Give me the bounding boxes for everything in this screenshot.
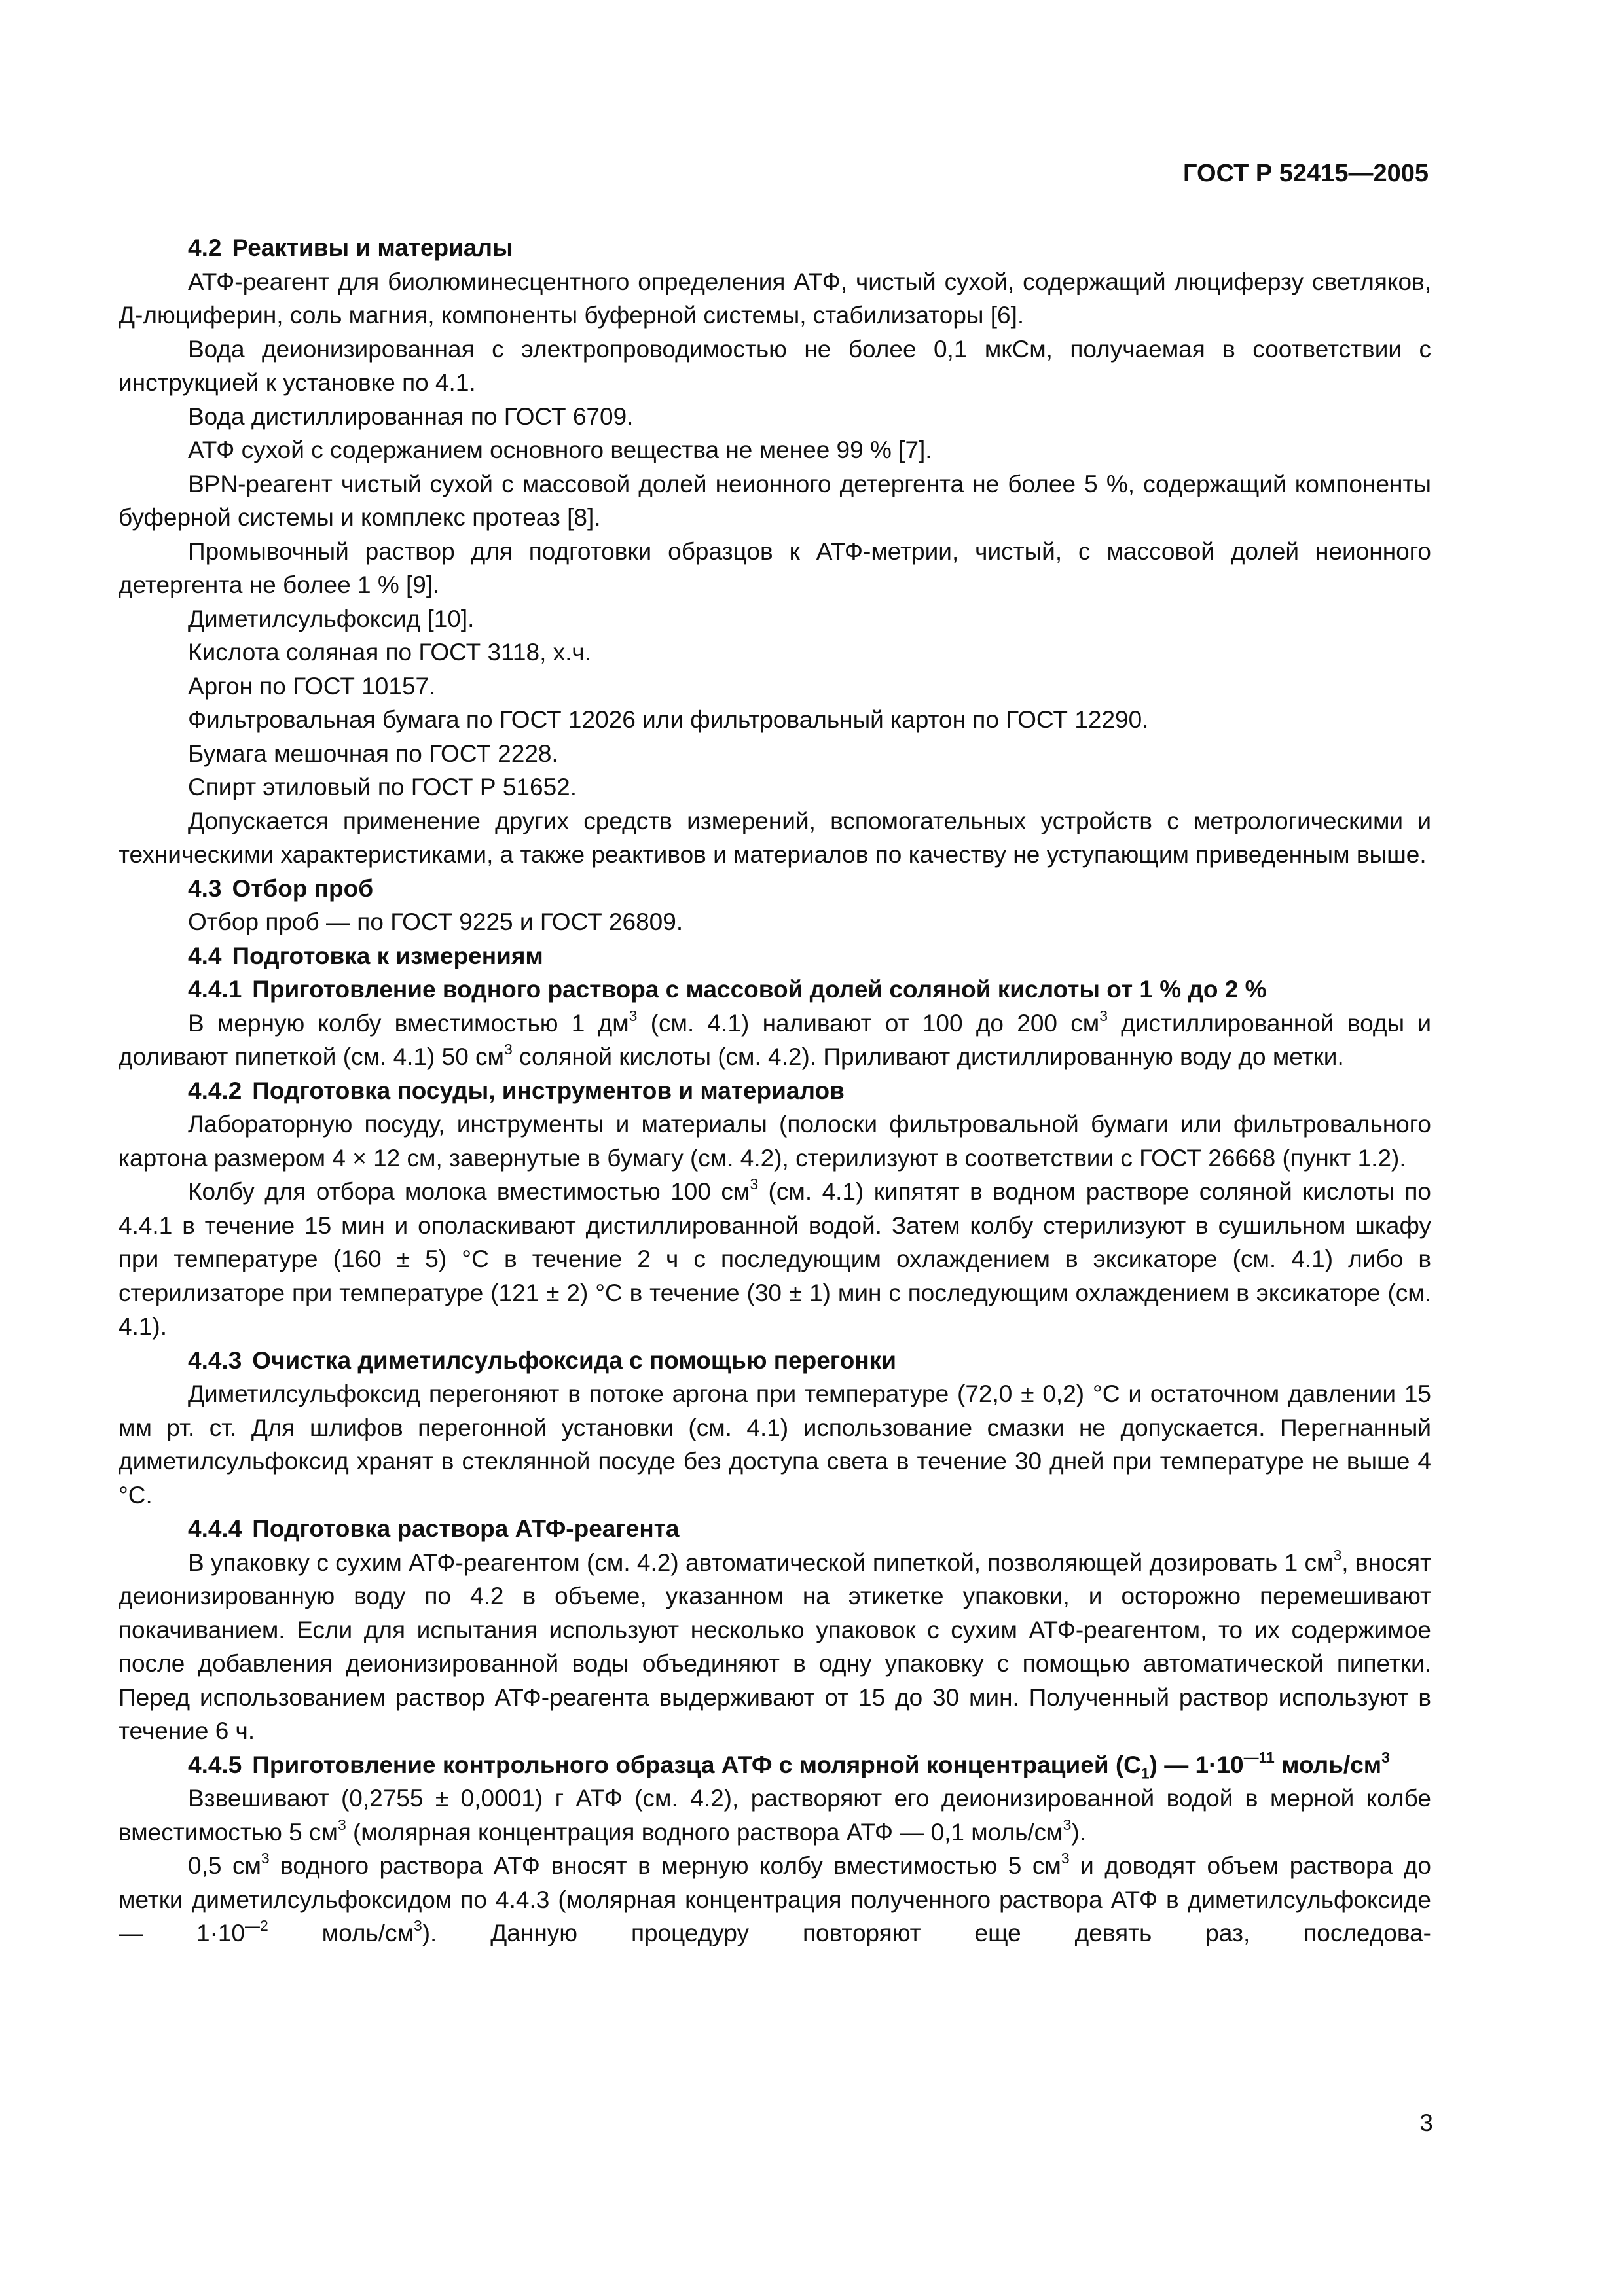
text-run: моль/см [268, 1920, 414, 1946]
section-number: 4.4.4 [188, 1515, 242, 1542]
section-title: Подготовка посуды, инструментов и материалов [252, 1077, 845, 1104]
superscript: 3 [1063, 1816, 1072, 1833]
superscript: 3 [1381, 1748, 1390, 1766]
section-title: ) — 1·10 [1149, 1751, 1244, 1778]
section-number: 4.2 [188, 234, 222, 261]
paragraph: Лабораторную посуду, инструменты и материалы (полоски фильтровальной бумаги или фильтровального картона размером 4 × 12 см, завернутые в бумагу (см. 4.2), стерилизуют в соответствии с ГОСТ 26668 (пункт 1.2). [119, 1111, 1431, 1172]
document-header: ГОСТ Р 52415—2005 [1183, 160, 1429, 187]
subscript: 1 [1140, 1764, 1150, 1782]
section-title: Приготовление водного раствора с массовой долей соляной кислоты от 1 % до 2 % [252, 976, 1267, 1003]
paragraph: АТФ сухой с содержанием основного вещества не менее 99 % [7]. [188, 437, 932, 463]
text-run: 0,5 см [188, 1852, 261, 1879]
section-title: Подготовка раствора АТФ-реагента [252, 1515, 680, 1542]
section-number: 4.4.3 [188, 1346, 242, 1374]
paragraph [119, 1007, 1431, 1074]
section-number: 4.4.1 [188, 976, 242, 1003]
paragraph: Вода деионизированная с электропроводимостью не более 0,1 мкСм, получаемая в соответствии с инструкцией к установке по 4.1. [119, 335, 1431, 396]
paragraph [119, 1849, 1431, 1950]
superscript: 3 [337, 1816, 346, 1833]
superscript: 3 [629, 1007, 638, 1024]
section-title: Отбор проб [232, 874, 374, 902]
paragraph: Допускается применение других средств измерений, вспомогательных устройств с метрологическими и техническими характеристиками, а также реактивов и материалов по качеству не уступающим приведенным выше. [119, 807, 1431, 868]
paragraph: Отбор проб — по ГОСТ 9225 и ГОСТ 26809. [188, 908, 684, 935]
text-run: ). [1071, 1818, 1086, 1846]
section-title: Приготовление контрольного образца АТФ с молярной концентрацией (С [252, 1751, 1141, 1778]
text-run: ). Данную процедуру повторяют еще девять раз, последова- [422, 1920, 1431, 1946]
text-run: водного раствора АТФ вносят в мерную колбу вместимостью 5 см [269, 1852, 1061, 1879]
section-heading-4-4-3 [119, 1344, 1431, 1378]
text-run: Взвешивают (0,2755 ± 0,0001) г АТФ (см. 4.2), растворяют его деионизированной водой в мерной колбе вместимостью 5 см [119, 1785, 1431, 1846]
section-heading-4-4-1 [119, 973, 1431, 1007]
section-heading-4-4 [119, 939, 1431, 973]
paragraph [119, 1782, 1431, 1849]
section-heading-4-2 [119, 231, 1431, 265]
text-run: (см. 4.1) наливают от 100 до 200 см [637, 1009, 1100, 1037]
superscript: 3 [1061, 1850, 1070, 1867]
superscript: 3 [413, 1917, 422, 1935]
text-run: (молярная концентрация водного раствора АТФ — 0,1 моль/см [346, 1818, 1063, 1846]
superscript: 3 [261, 1850, 270, 1867]
section-title: Реактивы и материалы [232, 234, 513, 261]
paragraph [119, 1175, 1431, 1344]
text-run: В мерную колбу вместимостью 1 дм [188, 1009, 629, 1037]
paragraph: Аргон по ГОСТ 10157. [188, 672, 436, 700]
text-run: В упаковку с сухим АТФ-реагентом (см. 4.2) автоматической пипеткой, позволяющей дозировать 1 см [188, 1549, 1334, 1576]
section-heading-4-4-5 [119, 1748, 1431, 1782]
paragraph: АТФ-реагент для биолюминесцентного определения АТФ, чистый сухой, содержащий люциферзу светляков, Д-люциферин, соль магния, компоненты буферной системы, стабилизаторы [6]. [119, 268, 1431, 329]
section-title: Очистка диметилсульфоксида с помощью перегонки [252, 1346, 896, 1374]
text-run: дистиллированной воды и доливают пипеткой (см. 4.1) 50 см [119, 1009, 1432, 1070]
paragraph: BPN-реагент чистый сухой с массовой долей неионного детергента не более 5 %, содержащий компоненты буферной системы и комплекс протеаз [8]. [119, 470, 1431, 531]
section-title: Подготовка к измерениям [232, 942, 543, 969]
text-run: Колбу для отбора молока вместимостью 100 см [188, 1178, 750, 1205]
superscript: 3 [750, 1175, 759, 1193]
paragraph: Кислота соляная по ГОСТ 3118, х.ч. [188, 639, 591, 666]
paragraph: Диметилсульфоксид перегоняют в потоке аргона при температуре (72,0 ± 0,2) °С и остаточном давлении 15 мм рт. ст. Для шлифов перегонной установки (см. 4.1) использование смазки не допускается. Перегнанный диметилсульфоксид хранят в стеклянной посуде без доступа света в течение 30 дней при температуре не выше 4 °С. [119, 1380, 1431, 1509]
superscript: —11 [1243, 1748, 1275, 1766]
superscript: 3 [1099, 1007, 1108, 1024]
paragraph: Спирт этиловый по ГОСТ Р 51652. [188, 774, 577, 800]
section-number: 4.4 [188, 942, 222, 969]
page-number: 3 [1419, 2109, 1433, 2136]
paragraph: Вода дистиллированная по ГОСТ 6709. [188, 403, 634, 430]
text-run: , вносят деионизированную воду по 4.2 в объеме, указанном на этикетке упаковки, и осторожно перемешивают покачиванием. Если для испытания используют несколько упаковок с сухим АТФ-реагентом, то их содержимое после добавления деионизированной воды объединяют в одну упаковку с помощью автоматической пипетки. Перед использованием раствор АТФ-реагента выдерживают от 15 до 30 мин. Полученный раствор используют в течение 6 ч. [119, 1549, 1431, 1744]
text-run: соляной кислоты (см. 4.2). Приливают дистиллированную воду до метки. [512, 1043, 1344, 1070]
paragraph: Фильтровальная бумага по ГОСТ 12026 или фильтровальный картон по ГОСТ 12290. [188, 706, 1149, 733]
text-run: и доводят объем раствора до метки диметилсульфоксидом по 4.4.3 (молярная концентрация полученного раствора АТФ в диметилсульфоксиде — 1·10 [119, 1852, 1431, 1946]
document-body [119, 231, 1431, 1950]
section-heading-4-3 [119, 872, 1431, 906]
section-heading-4-4-4 [119, 1512, 1431, 1546]
paragraph: Бумага мешочная по ГОСТ 2228. [188, 740, 558, 767]
paragraph [119, 1546, 1431, 1748]
section-title: моль/см [1274, 1751, 1382, 1778]
paragraph: Промывочный раствор для подготовки образцов к АТФ-метрии, чистый, с массовой долей неионного детергента не более 1 % [9]. [119, 537, 1431, 598]
superscript: 3 [503, 1041, 513, 1058]
section-number: 4.4.2 [188, 1077, 242, 1104]
paragraph: Диметилсульфоксид [10]. [188, 605, 475, 632]
section-number: 4.4.5 [188, 1751, 242, 1778]
section-number: 4.3 [188, 874, 222, 902]
text-run: (см. 4.1) кипятят в водном растворе соляной кислоты по 4.4.1 в течение 15 мин и ополаскивают дистиллированной водой. Затем колбу стерилизуют в сушильном шкафу при температуре (160 ± 5) °С в течение 2 ч с последующим охлаждением в эксикаторе (см. 4.1) либо в стерилизаторе при температуре (121 ± 2) °С в течение (30 ± 1) мин с последующим охлаждением в эксикаторе (см. 4.1). [119, 1178, 1431, 1340]
superscript: 3 [1333, 1546, 1342, 1564]
superscript: —2 [245, 1917, 268, 1935]
section-heading-4-4-2 [119, 1074, 1431, 1108]
